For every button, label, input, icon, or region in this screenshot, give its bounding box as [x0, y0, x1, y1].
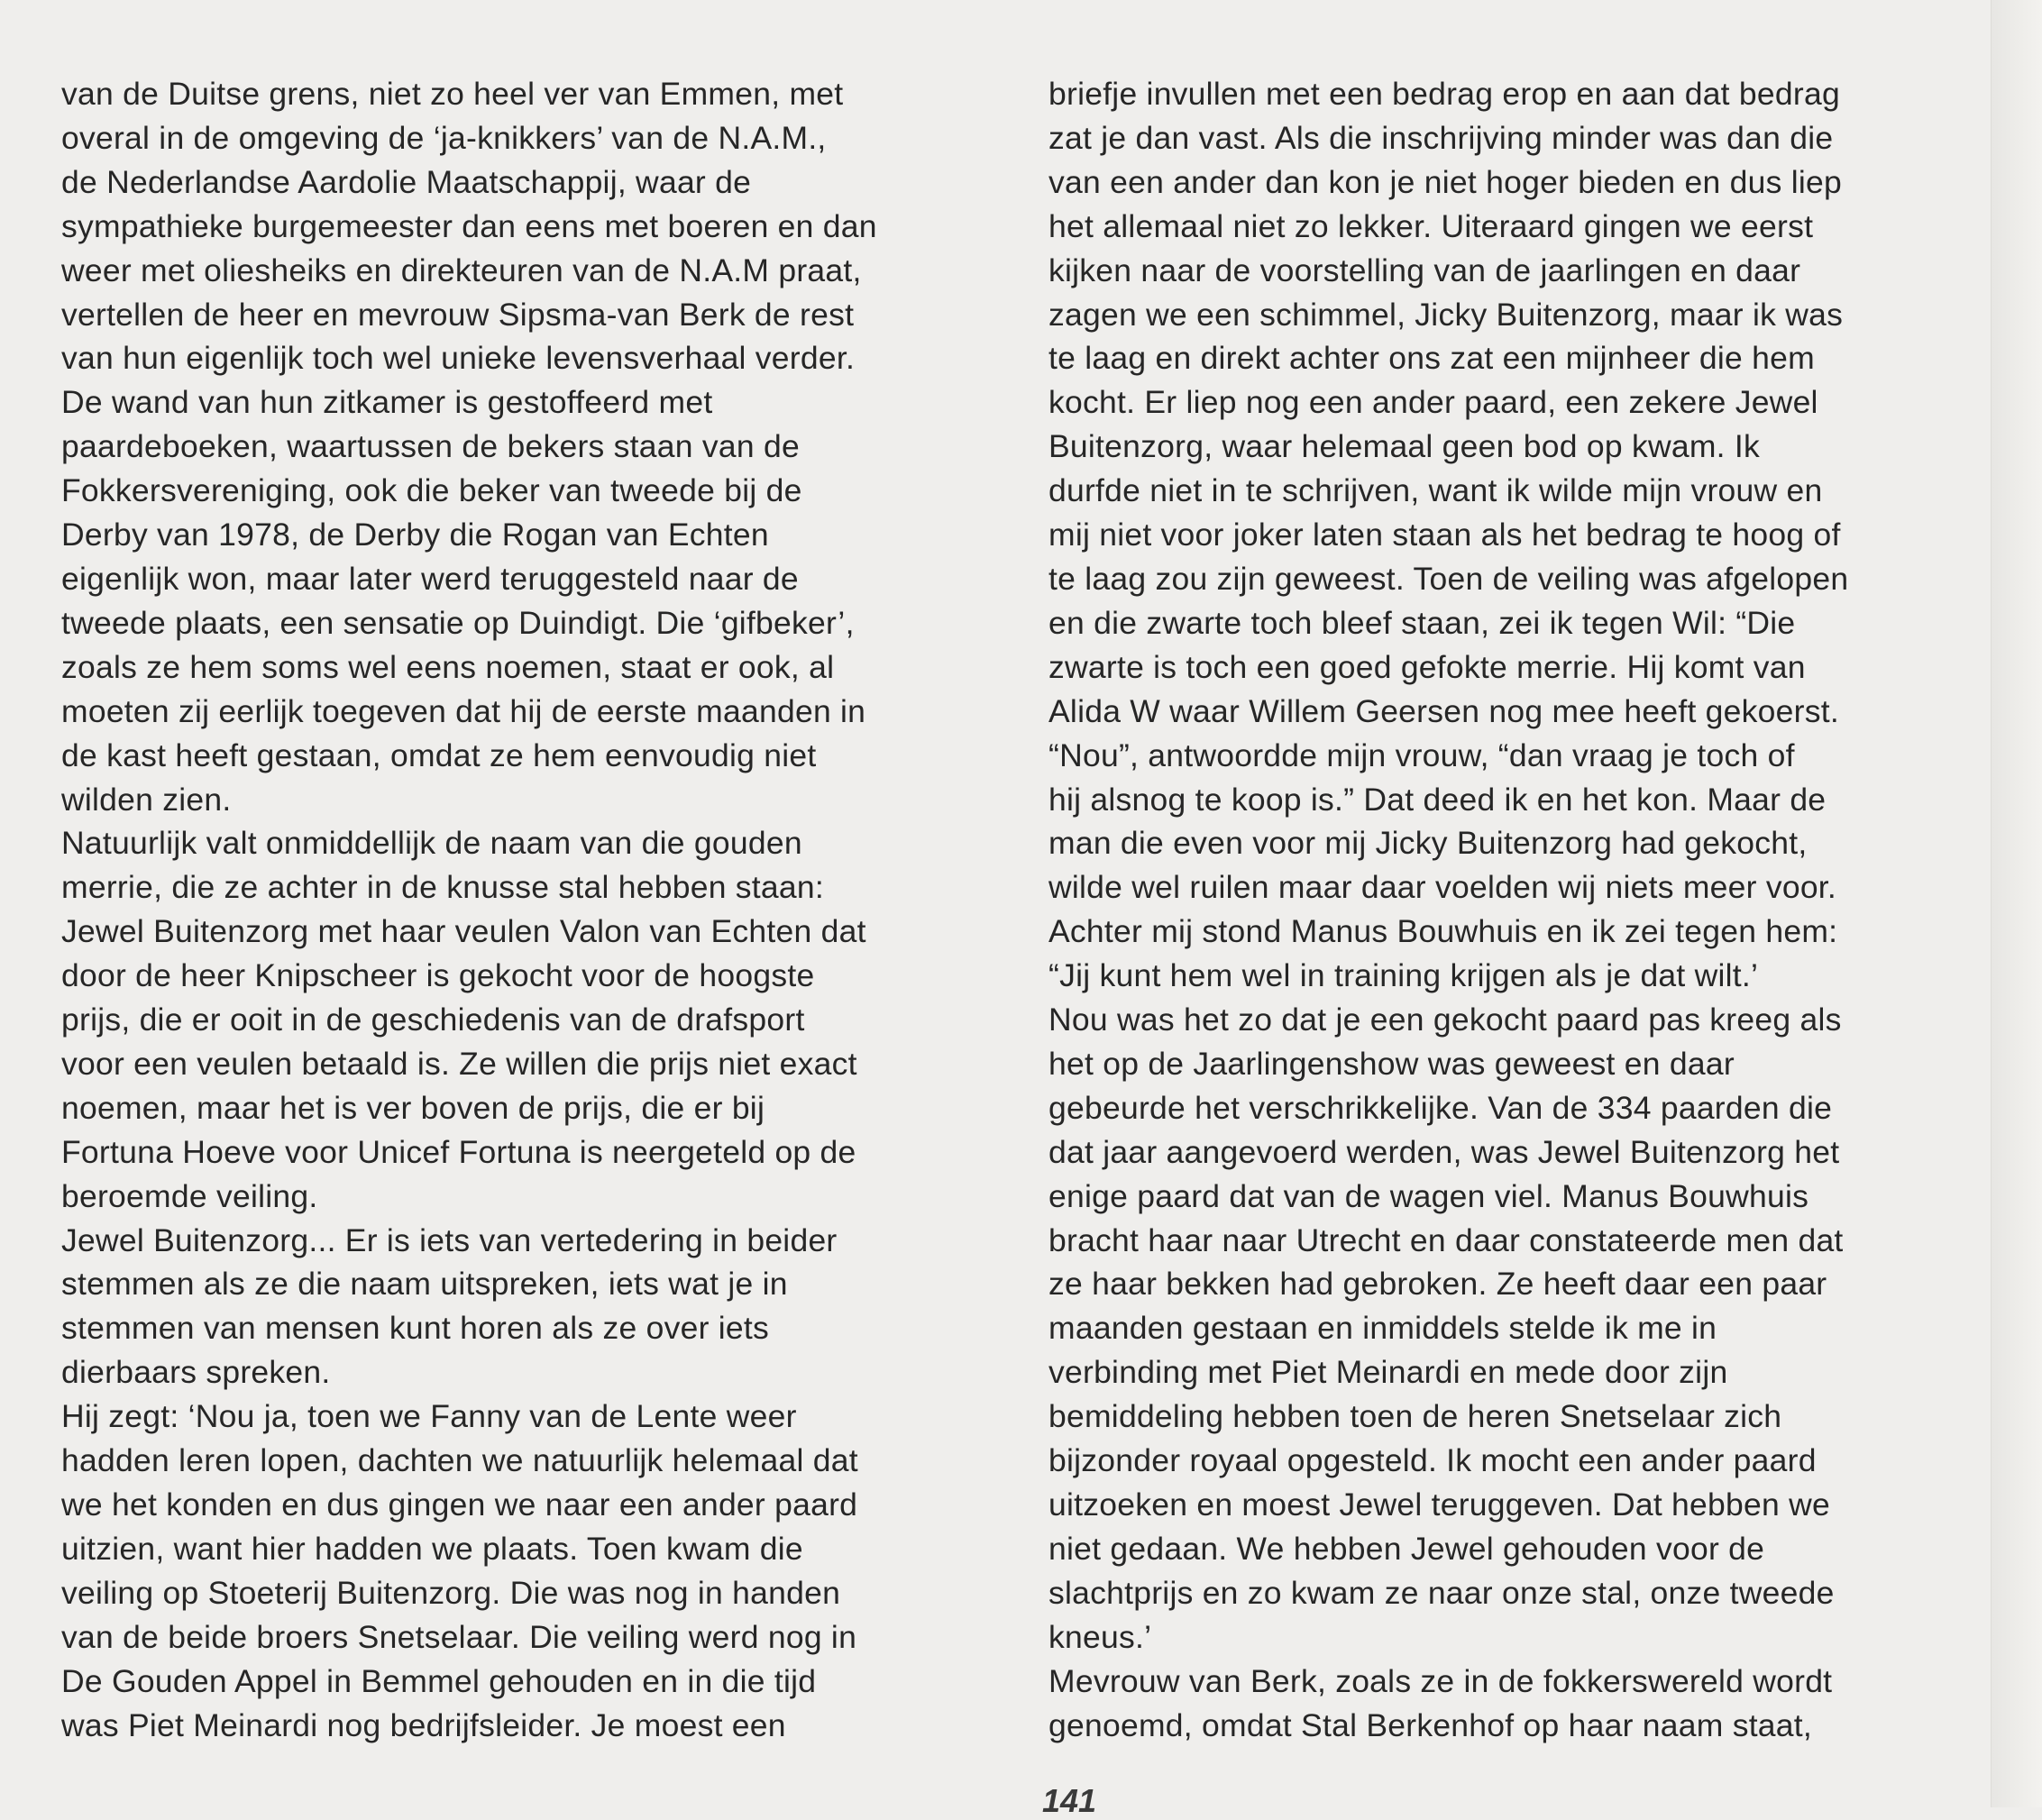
text-line: dat jaar aangevoerd werden, was Jewel Buitenzorg het [1048, 1133, 1840, 1170]
text-line: prijs, die er ooit in de geschiedenis van de drafsport [61, 1001, 805, 1038]
text-line: stemmen als ze die naam uitspreken, iets wat je in [61, 1266, 788, 1303]
text-line: het allemaal niet zo lekker. Uiteraard gingen we eerst [1048, 207, 1814, 244]
text-line: vertellen de heer en mevrouw Sipsma-van Berk de rest [61, 296, 855, 333]
text-line: durfde niet in te schrijven, want ik wilde mijn vrouw en [1048, 472, 1823, 509]
text-line: noemen, maar het is ver boven de prijs, die er bij [61, 1089, 765, 1126]
text-line: te laag zou zijn geweest. Toen de veiling was afgelopen [1048, 560, 1849, 597]
text-line: zwarte is toch een goed gefokte merrie. Hij komt van [1048, 648, 1806, 685]
text-line: bemiddeling hebben toen de heren Snetselaar zich [1048, 1398, 1782, 1435]
text-line: van hun eigenlijk toch wel unieke levensverhaal verder. [61, 340, 856, 377]
text-line: beroemde veiling. [61, 1177, 318, 1214]
text-line: kocht. Er liep nog een ander paard, een zekere Jewel [1048, 384, 1818, 421]
text-line: was Piet Meinardi nog bedrijfsleider. Je moest een [61, 1706, 786, 1743]
text-line: hadden leren lopen, dachten we natuurlijk helemaal dat [61, 1442, 858, 1479]
text-line: bijzonder royaal opgesteld. Ik mocht een ander paard [1048, 1442, 1817, 1479]
page-edge [1991, 0, 2042, 1807]
text-line: voor een veulen betaald is. Ze willen die prijs niet exact [61, 1045, 857, 1082]
right-text-column [1048, 72, 1995, 1747]
text-line: van de Duitse grens, niet zo heel ver van Emmen, met [61, 76, 844, 112]
text-line: kijken naar de voorstelling van de jaarlingen en daar [1048, 252, 1801, 288]
text-line: De Gouden Appel in Bemmel gehouden en in die tijd [61, 1662, 817, 1699]
text-line: ze haar bekken had gebroken. Ze heeft daar een paar [1048, 1266, 1827, 1303]
text-line: sympathieke burgemeester dan eens met boeren en dan [61, 207, 877, 244]
text-line: bracht haar naar Utrecht en daar constateerde men dat [1048, 1221, 1844, 1258]
text-line: van een ander dan kon je niet hoger bieden en dus liep [1048, 163, 1842, 200]
text-line: enige paard dat van de wagen viel. Manus Bouwhuis [1048, 1177, 1809, 1214]
text-line: kneus.’ [1048, 1618, 1152, 1655]
text-line: man die even voor mij Jicky Buitenzorg had gekocht, [1048, 825, 1808, 862]
text-line: tweede plaats, een sensatie op Duindigt. Die ‘gifbeker’, [61, 604, 855, 641]
text-line: Alida W waar Willem Geersen nog mee heeft gekoerst. [1048, 692, 1839, 729]
text-line: Jewel Buitenzorg... Er is iets van vertedering in beider [61, 1221, 838, 1258]
text-line: maanden gestaan en inmiddels stelde ik me in [1048, 1310, 1717, 1347]
text-line: gebeurde het verschrikkelijke. Van de 334 paarden die [1048, 1089, 1833, 1126]
page-number: 141 [1042, 1782, 1097, 1819]
text-line: De wand van hun zitkamer is gestoffeerd met [61, 384, 713, 421]
text-line: mij niet voor joker laten staan als het bedrag te hoog of [1048, 517, 1841, 553]
text-line: Achter mij stond Manus Bouwhuis en ik zei tegen hem: [1048, 913, 1838, 950]
text-line: van de beide broers Snetselaar. Die veiling werd nog in [61, 1618, 857, 1655]
text-line: “Nou”, antwoordde mijn vrouw, “dan vraag je toch of [1048, 736, 1795, 773]
text-line: wilde wel ruilen maar daar voelden wij niets meer voor. [1048, 869, 1837, 906]
text-line: verbinding met Piet Meinardi en mede door zijn [1048, 1354, 1728, 1391]
text-line: te laag en direkt achter ons zat een mijnheer die hem [1048, 340, 1815, 377]
text-line: wilden zien. [61, 781, 232, 818]
text-line: moeten zij eerlijk toegeven dat hij de eerste maanden in [61, 692, 866, 729]
text-line: Fortuna Hoeve voor Unicef Fortuna is neergeteld op de [61, 1133, 856, 1170]
text-line: genoemd, omdat Stal Berkenhof op haar naam staat, [1048, 1706, 1813, 1743]
text-line: de Nederlandse Aardolie Maatschappij, waar de [61, 163, 752, 200]
text-line: “Jij kunt hem wel in training krijgen als je dat wilt.’ [1048, 957, 1759, 994]
text-line: merrie, die ze achter in de knusse stal hebben staan: [61, 869, 825, 906]
text-line: Jewel Buitenzorg met haar veulen Valon van Echten dat [61, 913, 866, 950]
text-line: briefje invullen met een bedrag erop en aan dat bedrag [1048, 76, 1840, 112]
text-line: Mevrouw van Berk, zoals ze in de fokkerswereld wordt [1048, 1662, 1833, 1699]
text-line: zat je dan vast. Als die inschrijving minder was dan die [1048, 119, 1834, 156]
text-line: het op de Jaarlingenshow was geweest en daar [1048, 1045, 1735, 1082]
text-line: uitzien, want hier hadden we plaats. Toen kwam die [61, 1530, 803, 1567]
text-line: we het konden en dus gingen we naar een ander paard [61, 1486, 858, 1523]
text-line: Natuurlijk valt onmiddellijk de naam van die gouden [61, 825, 802, 862]
text-line: slachtprijs en zo kwam ze naar onze stal, onze tweede [1048, 1574, 1835, 1611]
text-line: Fokkersvereniging, ook die beker van tweede bij de [61, 472, 802, 509]
text-line: Buitenzorg, waar helemaal geen bod op kwam. Ik [1048, 428, 1760, 465]
text-line: Derby van 1978, de Derby die Rogan van Echten [61, 517, 769, 553]
text-line: en die zwarte toch bleef staan, zei ik tegen Wil: “Die [1048, 604, 1796, 641]
text-line: paardeboeken, waartussen de bekers staan van de [61, 428, 800, 465]
text-line: niet gedaan. We hebben Jewel gehouden voor de [1048, 1530, 1765, 1567]
text-line: veiling op Stoeterij Buitenzorg. Die was nog in handen [61, 1574, 841, 1611]
text-line: dierbaars spreken. [61, 1354, 331, 1391]
text-line: Hij zegt: ‘Nou ja, toen we Fanny van de Lente weer [61, 1398, 797, 1435]
text-line: hij alsnog te koop is.” Dat deed ik en het kon. Maar de [1048, 781, 1827, 818]
text-line: de kast heeft gestaan, omdat ze hem eenvoudig niet [61, 736, 817, 773]
text-line: stemmen van mensen kunt horen als ze over iets [61, 1310, 769, 1347]
left-text-column [61, 72, 1008, 1747]
text-line: eigenlijk won, maar later werd teruggesteld naar de [61, 560, 799, 597]
text-line: zoals ze hem soms wel eens noemen, staat er ook, al [61, 648, 835, 685]
text-line: zagen we een schimmel, Jicky Buitenzorg, maar ik was [1048, 296, 1844, 333]
text-line: weer met oliesheiks en direkteuren van de N.A.M praat, [61, 252, 862, 288]
text-line: overal in de omgeving de ‘ja-knikkers’ van de N.A.M., [61, 119, 827, 156]
text-line: Nou was het zo dat je een gekocht paard pas kreeg als [1048, 1001, 1842, 1038]
text-line: door de heer Knipscheer is gekocht voor de hoogste [61, 957, 815, 994]
text-line: uitzoeken en moest Jewel teruggeven. Dat hebben we [1048, 1486, 1831, 1523]
